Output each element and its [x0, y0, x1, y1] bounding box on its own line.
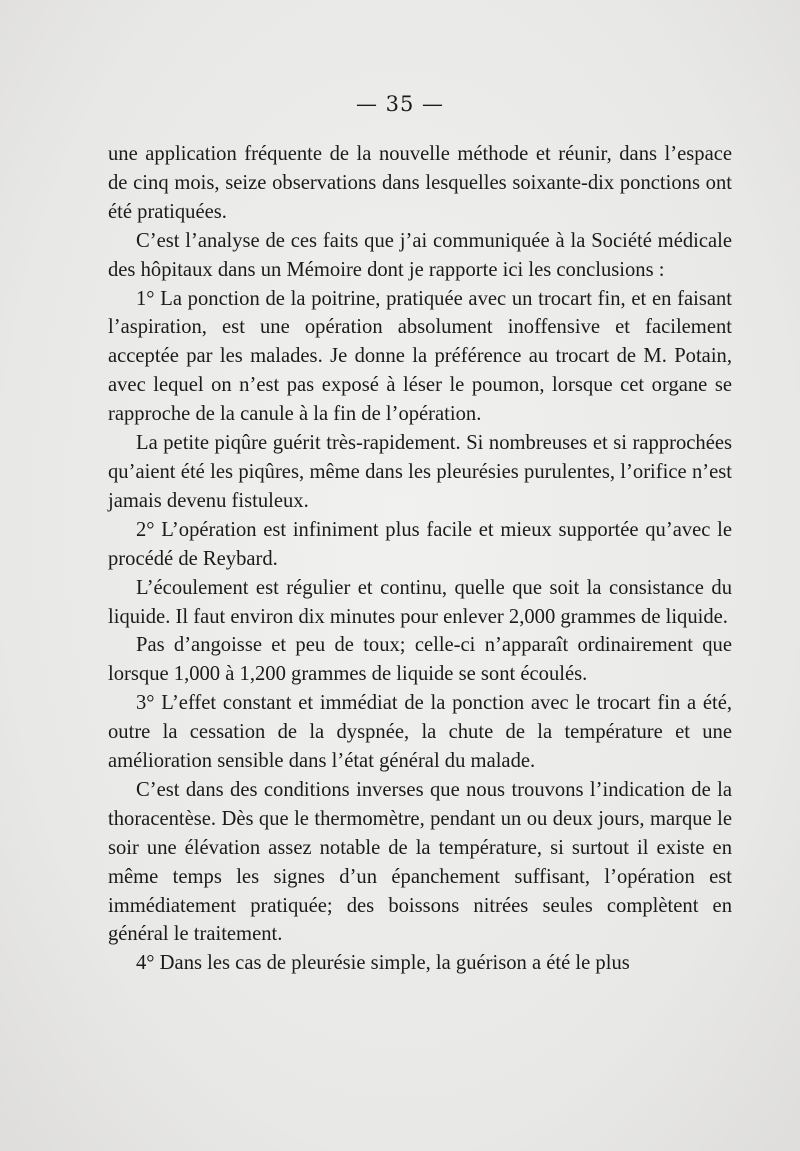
paragraph-3: 1° La ponction de la poitrine, pratiquée avec un trocart fin, et en faisant l’aspiration, est une opération absolument inoffensive et facilement acceptée par les malades. Je donne la préférence au trocart de M. Potain, avec lequel on n’est pas exposé à léser le poumon, lorsque cet organe se rapproche de la canule à la fin de l’opération.: [108, 287, 732, 426]
paragraph-6: L’écoulement est régulier et continu, quelle que soit la consistance du liquide. Il faut environ dix minutes pour enlever 2,000 grammes de liquide.: [108, 576, 732, 628]
paragraph-8: 3° L’effet constant et immédiat de la ponction avec le trocart fin a été, outre la cessation de la dyspnée, la chute de la température et une amélioration sensible dans l’état général du malade.: [108, 692, 732, 773]
page-number-header: — 35 —: [355, 92, 445, 116]
paragraph-7: Pas d’angoisse et peu de toux; celle-ci n’apparaît ordinairement que lorsque 1,000 à 1,200 grammes de liquide se sont écoulés.: [108, 634, 732, 686]
paragraph-5: 2° L’opération est infiniment plus facile et mieux supportée qu’avec le procédé de Reybard.: [108, 518, 732, 570]
page-body: [108, 140, 732, 978]
paragraph-4: La petite piqûre guérit très-rapidement. Si nombreuses et si rapprochées qu’aient été les piqûres, même dans les pleurésies purulentes, l’orifice n’est jamais devenu fistuleux.: [108, 432, 732, 512]
paragraph-1: une application fréquente de la nouvelle méthode et réunir, dans l’espace de cinq mois, seize observations dans lesquelles soixante-dix ponctions ont été pratiquées.: [108, 143, 732, 223]
paragraph-9: C’est dans des conditions inverses que nous trouvons l’indication de la thoracentèse. Dès que le thermomètre, pendant un ou deux jours, marque le soir une élévation assez notable de la température, si surtout il existe en même temps les signes d’un épanchement suffisant, l’opération est immédiatement pratiquée; des boissons nitrées seules complètent en général le traitement.: [108, 778, 732, 946]
paragraph-2: C’est l’analyse de ces faits que j’ai communiquée à la Société médicale des hôpitaux dans un Mémoire dont je rapporte ici les conclusions :: [108, 229, 732, 281]
paragraph-10: 4° Dans les cas de pleurésie simple, la guérison a été le plus: [136, 952, 630, 975]
